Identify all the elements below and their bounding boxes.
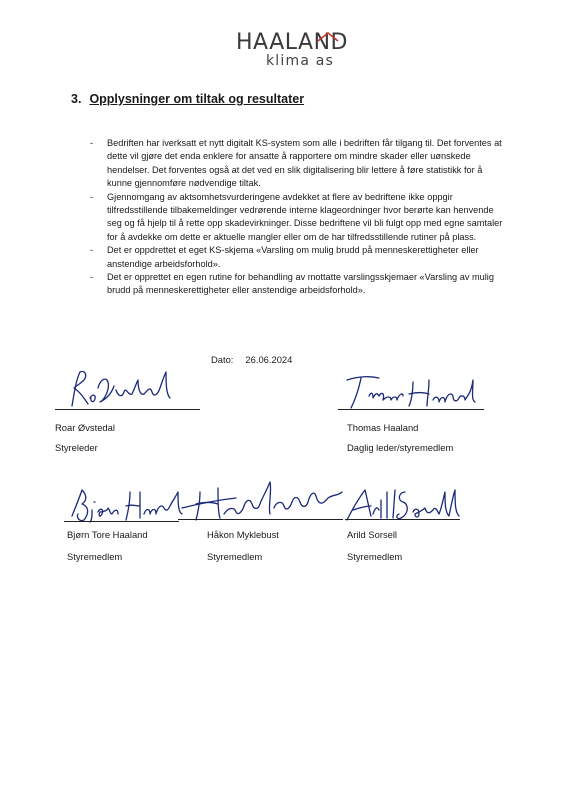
bullet-marker: - [90, 138, 94, 148]
bullet-marker: - [90, 245, 94, 256]
list-item-text: Bedriften har iverksatt et nytt digitalt KS-system som alle i bedriften får tilgang til. Det forventes at dette vil gjøre det enda enklere for ansatte å rapportere om mindre skader eller uønskede hendelser. Det forventes også at det ved en slik digitalisering blir lettere å føre statistikk for å kunne gjennomføre nødvendige tiltak. [107, 138, 502, 189]
signature-line [345, 519, 460, 520]
list-item-text: Gjennomgang av aktsomhetsvurderingene avdekket at flere av bedriftene ikke oppgir tilfredsstillende tilbakemeldinger vedrørende interne klageordninger hvor berørte kan henvende seg og få hjelp til å rette opp skadevirkninger. Disse bedriftene vil bli fulgt opp med egne samtaler for å avdekke om dette er aktuelle mangler eller om de har tilfredsstillende rutiner på plass. [107, 191, 503, 242]
signatory-name: Thomas Haaland [347, 422, 419, 433]
section-number: 3. [71, 92, 82, 106]
section-heading [71, 92, 304, 106]
company-logo [236, 30, 360, 74]
list-item [90, 137, 505, 191]
signatory-name: Roar Øvstedal [55, 422, 115, 433]
list-item [90, 244, 505, 271]
bullet-marker: - [90, 191, 94, 202]
signature-roar-ovstedal [62, 368, 182, 410]
signature-hakon-myklebust [178, 478, 348, 524]
signing-date [211, 354, 292, 365]
section-title: Opplysninger om tiltak og resultater [89, 92, 305, 106]
logo-roof-mark [317, 32, 339, 42]
signature-arild-sorsell [343, 486, 463, 522]
signatory-role: Styreleder [55, 442, 98, 453]
list-item [90, 191, 505, 245]
signatory-name: Arild Sorsell [347, 529, 398, 540]
measures-list [90, 137, 505, 298]
logo-wordmark: HAALAND [236, 30, 348, 55]
signatory-role: Styremedlem [67, 551, 123, 562]
signature-thomas-haaland [343, 374, 483, 410]
signatory-role: Daglig leder/styremedlem [347, 442, 454, 453]
bullet-marker: - [90, 272, 94, 283]
logo-subtitle: klima as [266, 53, 335, 69]
signature-line [64, 521, 179, 522]
signatory-name: Bjørn Tore Haaland [67, 529, 148, 540]
list-item-text: Det er opprettet en egen rutine for behandling av mottatte varslingsskjemaer «Varsling av mulig brudd på menneskerettigheter eller anstendige arbeidsforhold». [107, 272, 494, 296]
signature-line [338, 409, 484, 410]
date-value: 26.06.2024 [245, 354, 293, 365]
signatory-name: Håkon Myklebust [207, 529, 279, 540]
signatory-role: Styremedlem [207, 551, 263, 562]
signature-bjorn-tore-haaland [68, 486, 188, 524]
signatory-role: Styremedlem [347, 551, 403, 562]
list-item [90, 271, 505, 298]
signature-line [55, 409, 200, 410]
date-label: Dato: [211, 354, 234, 365]
signature-line [178, 519, 343, 520]
list-item-text: Det er oppdrettet et eget KS-skjema «Varsling om mulig brudd på menneskerettigheter eller anstendige arbeidsforhold». [107, 245, 479, 269]
